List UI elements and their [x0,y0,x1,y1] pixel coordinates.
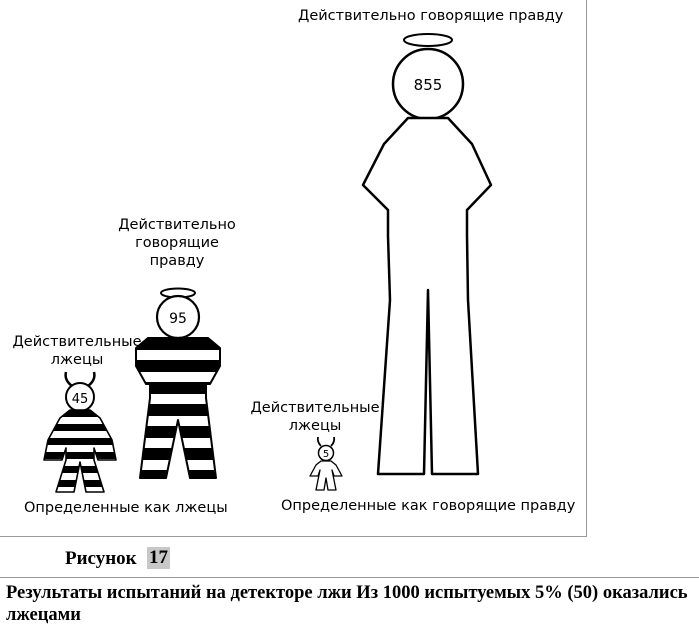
caption-number: 17 [149,547,168,568]
stripes-small [40,410,120,487]
halo-large [404,34,452,46]
tiny-liars-label-line: лжецы [288,418,342,434]
small-liars-label-line: Действительные [12,334,142,350]
body-large [363,118,491,474]
tiny-horn-left [318,437,321,446]
caption-word: Рисунок [65,548,137,569]
stripe [130,404,230,416]
figure-truth-large [363,34,491,474]
mid-value: 95 [169,311,187,327]
figure-description: Результаты испытаний на детекторе лжи Из 1000 испытуемых 5% (50) оказались лжецами [6,583,688,625]
body-tiny [310,461,342,490]
mid-label-line: правду [149,253,205,269]
top-label: Действительно говорящие правду [298,8,564,24]
group-left-label: Определенные как лжецы [24,500,228,516]
tiny-liars-label-line: Действительные [250,400,380,416]
figure-liar-tiny [310,437,342,490]
stripe [40,424,120,431]
small-liars-label [12,333,142,369]
stripe [40,466,120,473]
caption-row [0,537,699,578]
stripe [40,480,120,487]
top-value: 855 [413,76,443,94]
figure-liar-striped [40,372,120,492]
small-liars-label-line: лжецы [50,352,104,368]
stripe [130,360,230,372]
small-liars-value: 45 [71,392,89,407]
group-right-label: Определенные как говорящие правду [281,498,576,514]
mid-label-line: говорящие [135,235,219,251]
stripe [40,452,120,459]
tiny-horn-right [331,437,334,446]
tiny-liars-value: 5 [322,449,330,460]
horns-left [66,372,72,386]
mid-label [113,216,241,270]
horns-right [88,372,94,386]
stripe [40,438,120,445]
stripe [40,410,120,417]
stripe [130,448,230,460]
body-small-outline [44,410,116,492]
tiny-liars-label [248,399,382,435]
mid-label-line: Действительно [118,217,236,233]
stripes-mid [130,338,230,482]
